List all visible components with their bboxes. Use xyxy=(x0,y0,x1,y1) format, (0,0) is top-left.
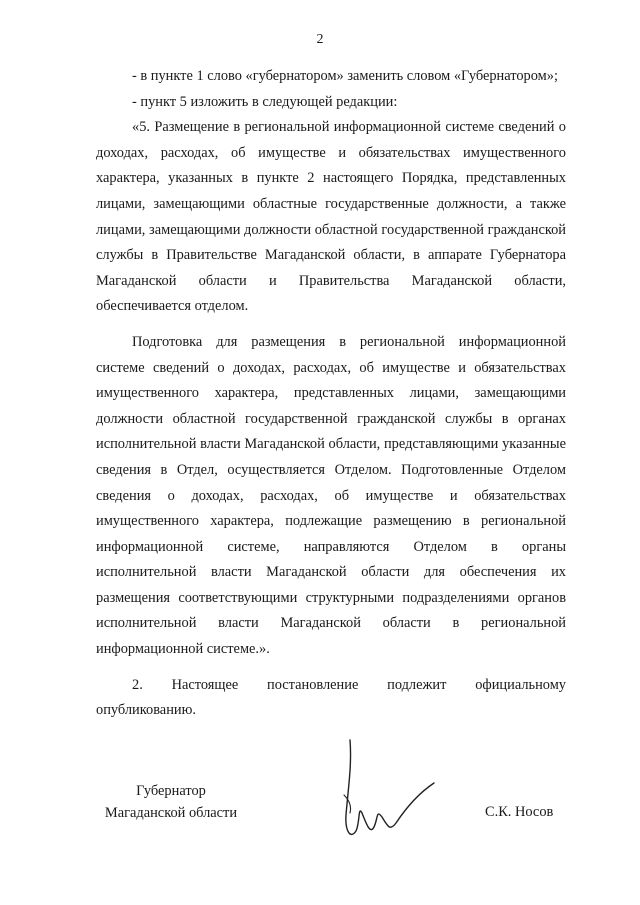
signatory-position-line-2: Магаданской области xyxy=(104,805,238,821)
clause-5-paragraph-1: «5. Размещение в региональной информационной системе сведений о доходах, расходах, об имуществе и обязательствах имущественного характера, указанных в пункте 2 настоящего Порядка, представленных лицами, замещающими областные государственные должности, а также лицами, замещающими должности областной государственной гражданской службы в Правительстве Магаданской области, в аппарате Губернатора Магаданской области и Правительства Магаданской области, обеспечивается отделом. xyxy=(96,119,566,315)
signatory-name: С.К. Носов xyxy=(485,804,554,820)
document-body xyxy=(96,64,566,724)
amendment-item-2: - пункт 5 изложить в следующей редакции: xyxy=(132,93,398,110)
clause-5-paragraph-2: Подготовка для размещения в региональной информационной системе сведений о доходах, расходах, об имуществе и обязательствах имущественного характера, представленных лицами, замещающими должности областной государственной гражданской службы в органах исполнительной власти Магаданской области, представляющими указанные сведения в Отдел, осуществляется Отделом. Подготовленные Отделом сведения о доходах, расходах, об имуществе и обязательствах имущественного характера, подлежащие размещению в региональной информационной системе, направляются Отделом в органы исполнительной власти Магаданской области для обеспечения их размещения соответствующими структурными подразделениями органов исполнительной власти Магаданской области в региональной информационной системе.». xyxy=(96,333,566,658)
publication-clause: 2. Настоящее постановление подлежит официальному опубликованию. xyxy=(96,676,566,719)
amendment-item-1: - в пункте 1 слово «губернатором» заменить словом «Губернатором»; xyxy=(132,68,558,84)
signatory-position xyxy=(96,780,246,824)
handwritten-signature xyxy=(330,735,440,850)
signatory-position-line-1: Губернатор xyxy=(136,783,206,799)
page-number: 2 xyxy=(316,32,324,47)
